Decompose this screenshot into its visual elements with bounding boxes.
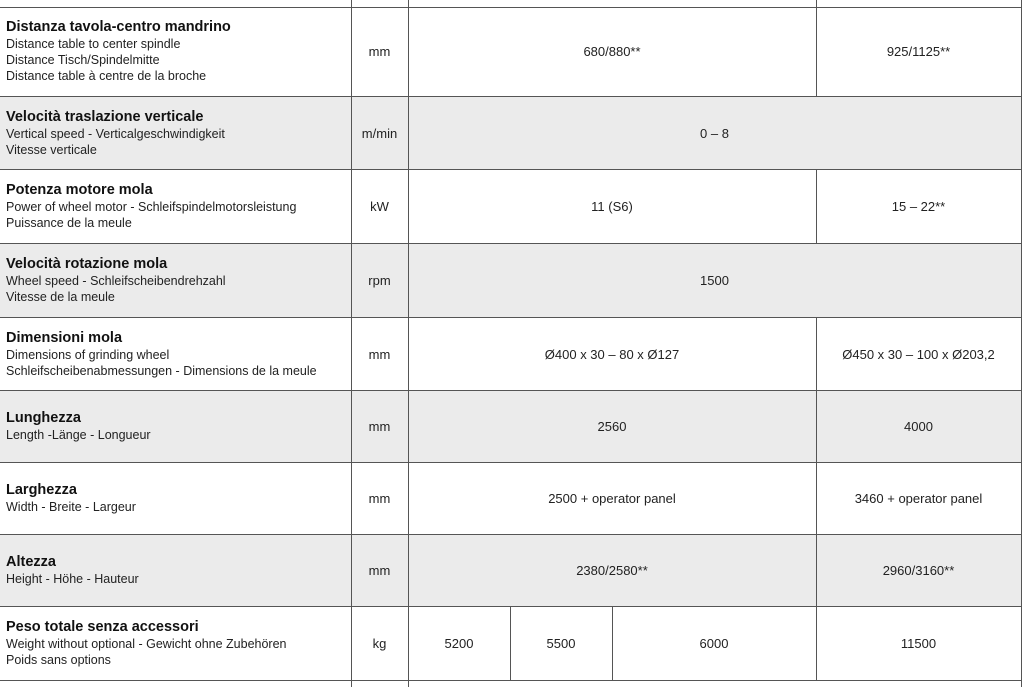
row-divider (0, 96, 1021, 97)
unit-cell: mm (368, 563, 391, 578)
value-cell: 3460 + operator panel (854, 491, 983, 506)
table-row (0, 463, 1021, 534)
row-title: Dimensioni mola (6, 329, 123, 346)
unit-cell: m/min (361, 125, 398, 141)
value-cell: 680/880** (583, 44, 641, 59)
row-title: Lunghezza (6, 410, 81, 426)
unit-cell: kW (370, 199, 389, 214)
unit-cell: mm (368, 491, 391, 506)
value-cell: 925/1125** (886, 44, 951, 59)
row-label (6, 535, 345, 606)
row-label (6, 170, 345, 243)
table-row (0, 318, 1021, 390)
row-divider (0, 680, 1021, 681)
row-title: Distanza tavola-centro mandrino (6, 19, 231, 35)
row-subtitle: Distance Tisch/Spindelmitte (6, 53, 160, 67)
row-divider (0, 390, 1021, 391)
row-subtitle: Weight without optional - Gewicht ohne Zubehören (6, 637, 287, 651)
value-cell: 11 (S6) (591, 199, 633, 214)
value-cell: 6000 (699, 636, 729, 651)
column-divider (351, 0, 352, 687)
row-label (6, 97, 345, 169)
value-cell: 0 – 8 (700, 125, 729, 141)
value-cell: 11500 (900, 636, 937, 651)
row-title: Altezza (6, 554, 56, 570)
table-row (0, 535, 1021, 606)
value-cell: 1500 (700, 273, 729, 288)
row-subtitle: Vertical speed - Verticalgeschwindigkeit (6, 126, 225, 141)
row-divider (0, 169, 1021, 170)
row-divider (0, 243, 1021, 244)
row-label (6, 318, 345, 390)
row-divider (0, 317, 1021, 318)
column-divider (816, 170, 817, 243)
column-divider (816, 607, 817, 680)
row-label (6, 244, 345, 317)
table-row (0, 7, 1021, 96)
row-subtitle: Puissance de la meule (6, 216, 132, 230)
column-divider (816, 463, 817, 534)
row-title: Larghezza (6, 482, 77, 498)
unit-cell: mm (368, 419, 391, 434)
value-cell: 15 – 22** (891, 199, 946, 214)
value-cell: 4000 (904, 419, 933, 434)
value-cell: 2960/3160** (882, 563, 955, 578)
column-divider (816, 391, 817, 462)
row-divider (0, 7, 1021, 8)
row-subtitle: Vitesse verticale (6, 142, 97, 157)
table-right-border (1021, 0, 1022, 687)
table-row (0, 391, 1021, 462)
column-divider (816, 7, 817, 96)
row-divider (0, 462, 1021, 463)
row-subtitle: Width - Breite - Largeur (6, 500, 136, 514)
row-label (6, 463, 345, 534)
value-cell: 5500 (546, 636, 576, 651)
value-cell: Ø400 x 30 – 80 x Ø127 (544, 346, 680, 362)
value-cell: 2500 + operator panel (548, 491, 676, 506)
row-divider (0, 606, 1021, 607)
value-cell: 5200 (444, 636, 474, 651)
value-cell: 2380/2580** (576, 563, 648, 578)
unit-cell: rpm (368, 273, 391, 288)
row-subtitle: Distance table to center spindle (6, 37, 181, 51)
row-subtitle: Length -Länge - Longueur (6, 428, 151, 442)
column-divider (816, 0, 817, 7)
row-subtitle: Vitesse de la meule (6, 290, 115, 304)
row-label (6, 607, 345, 680)
column-divider (816, 535, 817, 606)
unit-cell: kg (372, 636, 387, 651)
table-row (0, 97, 1021, 169)
row-title: Velocità rotazione mola (6, 256, 168, 272)
row-subtitle: Dimensions of grinding wheel (6, 347, 170, 362)
row-label (6, 7, 345, 96)
column-divider (510, 607, 511, 680)
value-cell: 2560 (597, 419, 627, 434)
value-cell: Ø450 x 30 – 100 x Ø203,2 (842, 346, 995, 362)
row-title: Velocità traslazione verticale (6, 108, 204, 125)
row-title: Potenza motore mola (6, 182, 153, 198)
row-subtitle: Wheel speed - Schleifscheibendrehzahl (6, 274, 226, 288)
column-divider (612, 607, 613, 680)
row-title: Peso totale senza accessori (6, 619, 199, 635)
unit-cell: mm (368, 346, 391, 362)
table-row (0, 244, 1021, 317)
row-subtitle: Poids sans options (6, 653, 111, 667)
row-label (6, 391, 345, 462)
row-subtitle: Distance table à centre de la broche (6, 69, 207, 83)
row-subtitle: Power of wheel motor - Schleifspindelmotorsleistung (6, 200, 297, 214)
row-divider (0, 534, 1021, 535)
table-row (0, 170, 1021, 243)
column-divider (816, 318, 817, 390)
row-subtitle: Schleifscheibenabmessungen - Dimensions de la meule (6, 363, 317, 378)
row-subtitle: Height - Höhe - Hauteur (6, 572, 139, 586)
unit-cell: mm (368, 44, 391, 59)
column-divider (408, 0, 409, 687)
